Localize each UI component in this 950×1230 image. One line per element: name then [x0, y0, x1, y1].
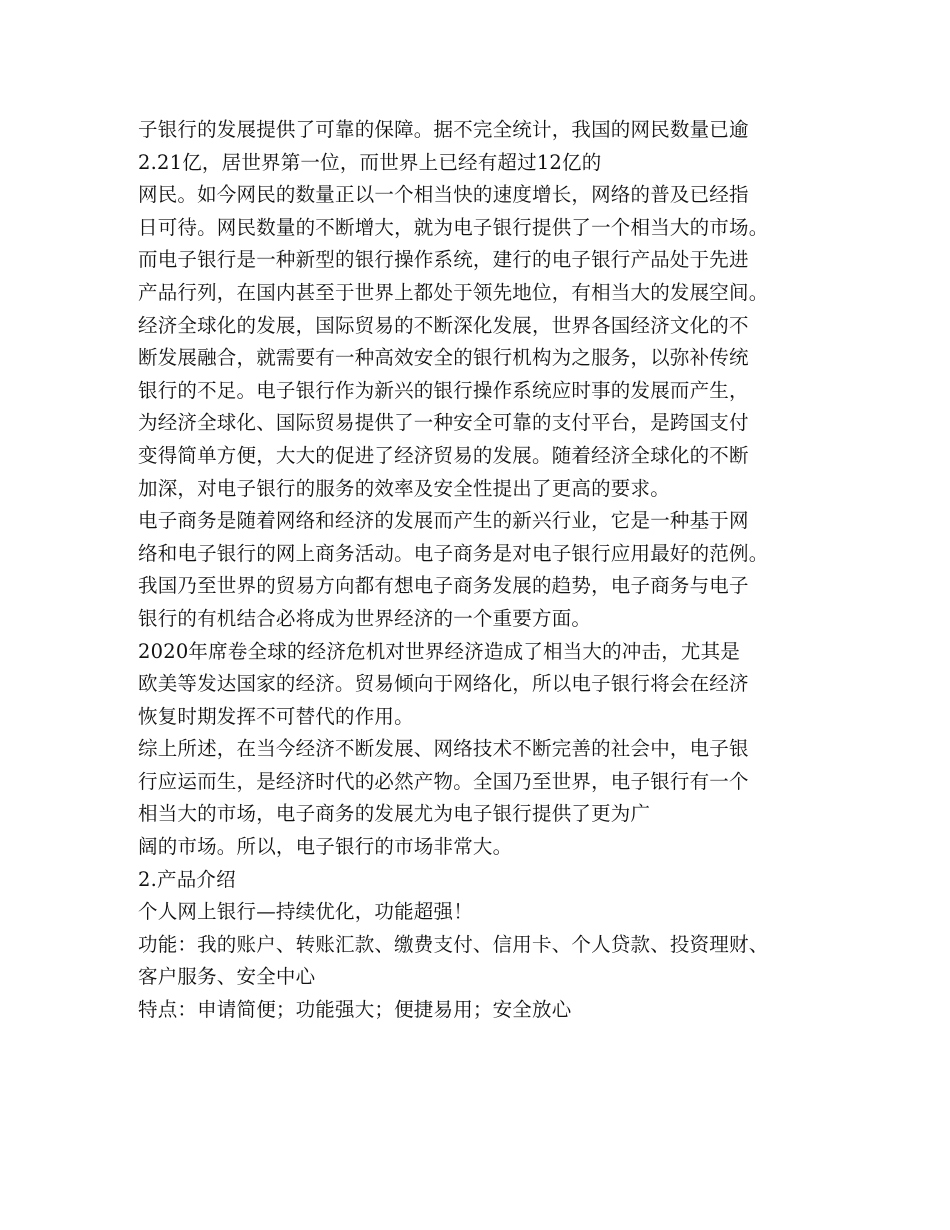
text-line: 经济全球化的发展，国际贸易的不断深化发展，世界各国经济文化的不: [138, 313, 749, 337]
text-line: 变得简单方便，大大的促进了经济贸易的发展。随着经济全球化的不断: [138, 443, 749, 467]
text-line: 电子商务是随着网络和经济的发展而产生的新兴行业，它是一种基于网: [138, 509, 749, 533]
section-heading: 2.产品介绍: [138, 867, 236, 891]
text-line: 而电子银行是一种新型的银行操作系统，建行的电子银行产品处于先进: [138, 248, 749, 272]
text-line: 我国乃至世界的贸易方向都有想电子商务发展的趋势，电子商务与电子: [138, 574, 749, 598]
text-line: 阔的市场。所以，电子银行的市场非常大。: [138, 835, 513, 859]
text-line: 恢复时期发挥不可替代的作用。: [138, 704, 414, 728]
text-line: 子银行的发展提供了可靠的保障。据不完全统计，我国的网民数量已逾: [138, 118, 749, 141]
text-line: 加深，对电子银行的服务的效率及安全性提出了更高的要求。: [138, 476, 670, 500]
text-line: 为经济全球化、国际贸易提供了一种安全可靠的支付平台，是跨国支付: [138, 411, 749, 435]
text-line: 行应运而生，是经济时代的必然产物。全国乃至世界，电子银行有一个: [138, 769, 749, 793]
body-text: [138, 114, 838, 1027]
text-line: 综上所述，在当今经济不断发展、网络技术不断完善的社会中，电子银: [138, 737, 749, 761]
text-line: 产品行列，在国内甚至于世界上都处于领先地位，有相当大的发展空间。: [138, 280, 769, 304]
text-line: 络和电子银行的网上商务活动。电子商务是对电子银行应用最好的范例。: [138, 541, 769, 565]
text-line: 欧美等发达国家的经济。贸易倾向于网络化，所以电子银行将会在经济: [138, 672, 749, 696]
text-line: 断发展融合，就需要有一种高效安全的银行机构为之服务，以弥补传统: [138, 346, 749, 370]
text-line: 功能：我的账户、转账汇款、缴费支付、信用卡、个人贷款、投资理财、: [138, 932, 769, 956]
text-line: 银行的不足。电子银行作为新兴的银行操作系统应时事的发展而产生，: [138, 378, 749, 402]
text-line: 特点：申请简便；功能强大；便捷易用；安全放心: [138, 998, 572, 1022]
text-line: 个人网上银行—持续优化，功能超强！: [138, 900, 473, 924]
text-line: 2.21亿，居世界第一位，而世界上已经有超过12亿的: [138, 150, 602, 174]
text-line: 日可待。网民数量的不断增大，就为电子银行提供了一个相当大的市场。: [138, 215, 769, 239]
text-line: 网民。如今网民的数量正以一个相当快的速度增长，网络的普及已经指: [138, 183, 749, 207]
text-line: 相当大的市场，电子商务的发展尤为电子银行提供了更为广: [138, 802, 651, 826]
text-line: 客户服务、安全中心: [138, 965, 316, 989]
text-line: 银行的有机结合必将成为世界经济的一个重要方面。: [138, 606, 592, 630]
text-line: 2020年席卷全球的经济危机对世界经济造成了相当大的冲击，尤其是: [138, 639, 741, 663]
